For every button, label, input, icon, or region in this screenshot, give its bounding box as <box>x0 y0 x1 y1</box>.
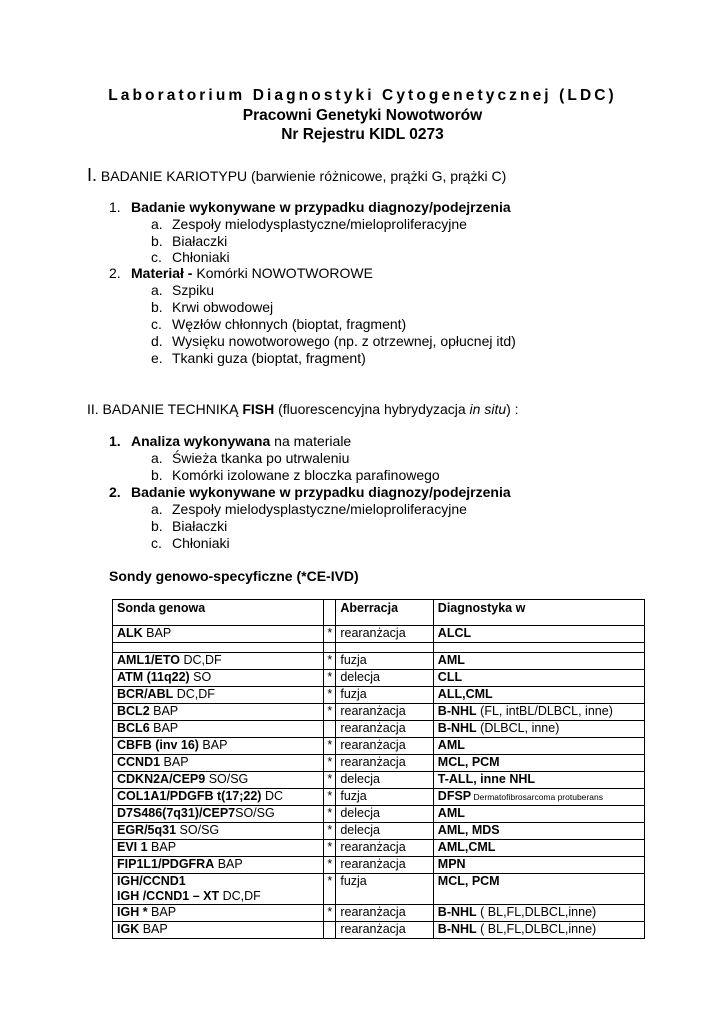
s2-item-2 <box>109 484 511 500</box>
s1-item-1 <box>109 199 511 215</box>
diagnostics-main: AML <box>437 738 465 752</box>
diagnostics-main: T-ALL, inne NHL <box>437 772 536 786</box>
sub-letter: a. <box>151 216 163 232</box>
s1-item-2-rest: Komórki NOWOTWOROWE <box>192 265 373 281</box>
ce-ivd-mark: * <box>324 653 336 670</box>
sub-text: Białaczki <box>172 233 228 249</box>
sub-letter: a. <box>151 501 163 517</box>
spacer-cell <box>324 643 336 653</box>
ce-ivd-mark: * <box>324 874 336 905</box>
sub-text: Białaczki <box>172 518 228 534</box>
diagnostics-cell <box>433 704 644 721</box>
sub-letter: b. <box>151 233 163 249</box>
aberration-cell: rearanżacja <box>336 905 433 922</box>
sub-text: Świeża tkanka po utrwaleniu <box>172 450 350 466</box>
aberration-cell: fuzja <box>336 653 433 670</box>
diagnostics-cell <box>433 874 644 905</box>
aberration-cell: fuzja <box>336 687 433 704</box>
probe-name: IGH /CCND1 – XT <box>117 889 220 903</box>
s2-item-1-label: Analiza wykonywana <box>131 433 271 449</box>
s1-item-1-sub <box>151 216 467 232</box>
ce-ivd-mark <box>324 721 336 738</box>
ce-ivd-mark: * <box>324 704 336 721</box>
probe-cell <box>113 704 324 721</box>
ce-ivd-mark: * <box>324 670 336 687</box>
probe-type: DC,DF <box>179 653 222 667</box>
ce-ivd-mark: * <box>324 626 336 643</box>
probe-name: ATM (11q22) <box>117 670 190 684</box>
probe-type: DC,DF <box>219 889 261 903</box>
section-2-prefix: II. BADANIE TECHNIKĄ <box>87 401 243 417</box>
probe-cell <box>113 840 324 857</box>
probe-name: EGR/5q31 <box>117 823 177 837</box>
s2-item-2-sub <box>151 518 227 534</box>
table-row <box>113 922 645 939</box>
table-row <box>113 806 645 823</box>
diagnostics-main: CLL <box>437 670 463 684</box>
aberration-cell: delecja <box>336 772 433 789</box>
header-diagnostics: Diagnostyka w <box>433 600 644 626</box>
s2-item-1-num: 1. <box>109 433 121 449</box>
s2-item-1-rest: na materiale <box>270 433 352 449</box>
s2-item-2-num: 2. <box>109 484 121 500</box>
header-aberration: Aberracja <box>336 600 433 626</box>
s1-item-2-sub <box>151 316 406 332</box>
diagnostics-main: AML <box>437 806 465 820</box>
diagnostics-main: AML,CML <box>437 840 496 854</box>
table-row <box>113 626 645 643</box>
table-row <box>113 789 645 806</box>
diagnostics-cell <box>433 670 644 687</box>
table-row <box>113 755 645 772</box>
diagnostics-note: Dermatofibrosarcoma protuberans <box>471 792 603 802</box>
table-spacer-row <box>113 643 645 653</box>
sub-text: Zespoły mielodysplastyczne/mieloproliferacyjne <box>172 216 467 232</box>
section-2-heading <box>87 401 519 417</box>
probe-name: COL1A1/PDGFB t(17;22) <box>117 789 262 803</box>
diagnostics-main: B-NHL <box>437 704 477 718</box>
diagnostics-main: DFSP <box>437 789 472 803</box>
s1-item-1-num: 1. <box>109 199 121 215</box>
probe-cell <box>113 670 324 687</box>
s2-item-1-sub <box>151 467 440 483</box>
probe-cell <box>113 806 324 823</box>
sub-text: Węzłów chłonnych (bioptat, fragment) <box>172 316 407 332</box>
department-heading: Pracowni Genetyki Nowotworów <box>242 107 483 124</box>
probe-name: D7S486(7q31)/CEP7 <box>117 806 236 820</box>
ce-ivd-mark: * <box>324 857 336 874</box>
ce-ivd-mark: * <box>324 806 336 823</box>
diagnostics-main: MCL, PCM <box>437 874 500 888</box>
sub-letter: b. <box>151 299 163 315</box>
probe-type: BAP <box>160 755 189 769</box>
table-header-row <box>113 600 645 626</box>
table-row <box>113 653 645 670</box>
probe-name: CDKN2A/CEP9 <box>117 772 206 786</box>
aberration-cell: rearanżacja <box>336 840 433 857</box>
probe-name: AML1/ETO <box>117 653 180 667</box>
s1-item-1-label: Badanie wykonywane w przypadku diagnozy/podejrzenia <box>131 199 511 215</box>
sub-letter: a. <box>151 282 163 298</box>
s1-item-2-label: Materiał - <box>131 265 193 281</box>
aberration-cell: rearanżacja <box>336 738 433 755</box>
sub-letter: e. <box>151 350 163 366</box>
probe-name: IGH * <box>117 905 148 919</box>
probe-type: BAP <box>147 905 177 919</box>
table-row <box>113 823 645 840</box>
header-star <box>324 600 336 626</box>
diagnostics-detail: ( BL,FL,DLBCL,inne) <box>476 922 597 936</box>
diagnostics-cell <box>433 789 644 806</box>
probe-cell <box>113 823 324 840</box>
probe-cell <box>113 626 324 643</box>
spacer-cell <box>113 643 324 653</box>
aberration-cell: rearanżacja <box>336 755 433 772</box>
sub-text: Zespoły mielodysplastyczne/mieloproliferacyjne <box>172 501 467 517</box>
diagnostics-cell <box>433 738 644 755</box>
s2-item-1 <box>109 433 351 449</box>
table-row <box>113 687 645 704</box>
ce-ivd-mark: * <box>324 755 336 772</box>
ce-ivd-mark <box>324 922 336 939</box>
probe-type: BAP <box>214 857 243 871</box>
sub-text: Szpiku <box>172 282 215 298</box>
ce-ivd-mark: * <box>324 840 336 857</box>
s1-item-2-sub <box>151 350 366 366</box>
spacer-cell <box>433 643 644 653</box>
probe-cell <box>113 738 324 755</box>
diagnostics-cell <box>433 905 644 922</box>
probe-cell <box>113 755 324 772</box>
probe-name: BCL6 <box>117 721 150 735</box>
aberration-cell: fuzja <box>336 874 433 905</box>
table-row <box>113 840 645 857</box>
diagnostics-main: MCL, PCM <box>437 755 500 769</box>
diagnostics-main: AML <box>437 653 465 667</box>
probe-type: BAP <box>149 704 179 718</box>
probe-type: DC <box>261 789 284 803</box>
diagnostics-cell <box>433 653 644 670</box>
sub-letter: c. <box>151 249 162 265</box>
probe-type: SO <box>189 670 212 684</box>
probe-cell <box>113 772 324 789</box>
diagnostics-main: ALL,CML <box>437 687 493 701</box>
probe-cell <box>113 874 324 905</box>
section-1-title: BADANIE KARIOTYPU (barwienie różnicowe, prążki G, prążki C) <box>97 168 507 184</box>
diagnostics-cell <box>433 806 644 823</box>
probe-name: FIP1L1/PDGFRA <box>117 857 215 871</box>
probe-cell <box>113 653 324 670</box>
sub-text: Wysięku nowotworowego (np. z otrzewnej, opłucnej itd) <box>172 333 516 349</box>
s1-item-2-sub <box>151 333 516 349</box>
aberration-cell: rearanżacja <box>336 626 433 643</box>
probe-name: IGH/CCND1 <box>117 874 186 888</box>
aberration-cell: delecja <box>336 823 433 840</box>
probe-type: SO/SG <box>205 772 249 786</box>
table-row <box>113 874 645 905</box>
diagnostics-detail: ( BL,FL,DLBCL,inne) <box>476 905 597 919</box>
probe-type: BAP <box>139 922 168 936</box>
probe-type: BAP <box>198 738 228 752</box>
diagnostics-cell <box>433 922 644 939</box>
section-1-heading <box>87 165 506 186</box>
diagnostics-detail: (DLBCL, inne) <box>476 721 560 735</box>
probe-type: DC,DF <box>173 687 215 701</box>
diagnostics-cell <box>433 840 644 857</box>
probe-cell <box>113 789 324 806</box>
section-1-roman: I. <box>87 165 98 185</box>
diagnostics-cell <box>433 772 644 789</box>
s1-item-2-sub <box>151 299 273 315</box>
probe-name: ALK <box>117 626 143 640</box>
diagnostics-cell <box>433 755 644 772</box>
probes-table <box>112 599 645 939</box>
probes-table-body <box>113 600 645 939</box>
probe-cell <box>113 721 324 738</box>
aberration-cell: rearanżacja <box>336 704 433 721</box>
probe-cell <box>113 687 324 704</box>
ce-ivd-mark: * <box>324 772 336 789</box>
diagnostics-cell <box>433 857 644 874</box>
ce-ivd-mark: * <box>324 905 336 922</box>
lab-name-heading: Laboratorium Diagnostyki Cytogenetycznej (LDC) <box>108 87 617 104</box>
diagnostics-main: ALCL <box>437 626 472 640</box>
probe-name: BCL2 <box>117 704 150 718</box>
aberration-cell: rearanżacja <box>336 922 433 939</box>
ce-ivd-mark: * <box>324 789 336 806</box>
probes-heading <box>109 568 359 584</box>
spacer-cell <box>336 643 433 653</box>
aberration-cell: fuzja <box>336 789 433 806</box>
probe-name: CCND1 <box>117 755 161 769</box>
header-probe: Sonda genowa <box>113 600 324 626</box>
table-row <box>113 670 645 687</box>
s1-item-2 <box>109 265 373 281</box>
table-row <box>113 905 645 922</box>
sub-text: Komórki izolowane z bloczka parafinowego <box>172 467 440 483</box>
sub-text: Krwi obwodowej <box>172 299 274 315</box>
diagnostics-cell <box>433 823 644 840</box>
aberration-cell: rearanżacja <box>336 857 433 874</box>
probes-heading-text: Sondy genowo-specyficzne (*CE-IVD) <box>109 568 359 584</box>
probe-type: BAP <box>147 840 177 854</box>
sub-letter: b. <box>151 467 163 483</box>
sub-letter: a. <box>151 450 163 466</box>
s1-item-2-sub <box>151 282 214 298</box>
diagnostics-cell <box>433 687 644 704</box>
table-row <box>113 738 645 755</box>
s1-item-2-num: 2. <box>109 265 121 281</box>
diagnostics-main: B-NHL <box>437 721 477 735</box>
diagnostics-cell <box>433 626 644 643</box>
diagnostics-main: MPN <box>437 857 466 871</box>
section-2-suffix: ) : <box>506 401 519 417</box>
probe-type: SO/SG <box>176 823 220 837</box>
section-2-fish: FISH <box>242 401 275 417</box>
probe-name: BCR/ABL <box>117 687 174 701</box>
ce-ivd-mark: * <box>324 738 336 755</box>
probe-type: BAP <box>149 721 179 735</box>
diagnostics-main: AML, MDS <box>437 823 500 837</box>
diagnostics-main: B-NHL <box>437 905 477 919</box>
s1-item-1-sub <box>151 233 227 249</box>
ce-ivd-mark: * <box>324 687 336 704</box>
s1-item-1-sub <box>151 249 230 265</box>
sub-letter: c. <box>151 316 162 332</box>
sub-text: Chłoniaki <box>172 249 230 265</box>
sub-letter: c. <box>151 535 162 551</box>
sub-text: Chłoniaki <box>172 535 230 551</box>
s2-item-2-sub <box>151 501 467 517</box>
aberration-cell: delecja <box>336 806 433 823</box>
diagnostics-cell <box>433 721 644 738</box>
sub-letter: d. <box>151 333 163 349</box>
table-row <box>113 721 645 738</box>
probe-name: EVI 1 <box>117 840 148 854</box>
aberration-cell: rearanżacja <box>336 721 433 738</box>
s2-item-1-sub <box>151 450 349 466</box>
probe-type: SO/SG <box>235 806 275 820</box>
s2-item-2-sub <box>151 535 230 551</box>
table-row <box>113 857 645 874</box>
sub-text: Tkanki guza (bioptat, fragment) <box>172 350 366 366</box>
probe-cell <box>113 857 324 874</box>
s2-item-2-label: Badanie wykonywane w przypadku diagnozy/podejrzenia <box>131 484 511 500</box>
table-row <box>113 772 645 789</box>
section-2-middle: (fluorescencyjna hybrydyzacja <box>274 401 470 417</box>
sub-letter: b. <box>151 518 163 534</box>
diagnostics-main: B-NHL <box>437 922 477 936</box>
table-row <box>113 704 645 721</box>
probe-cell <box>113 922 324 939</box>
diagnostics-detail: (FL, intBL/DLBCL, inne) <box>476 704 613 718</box>
probe-name: IGK <box>117 922 140 936</box>
aberration-cell: delecja <box>336 670 433 687</box>
section-2-insitu: in situ <box>469 401 507 417</box>
ce-ivd-mark: * <box>324 823 336 840</box>
probe-name: CBFB (inv 16) <box>117 738 199 752</box>
probe-type: BAP <box>142 626 172 640</box>
registry-number-heading: Nr Rejestru KIDL 0273 <box>281 126 444 143</box>
probe-cell <box>113 905 324 922</box>
